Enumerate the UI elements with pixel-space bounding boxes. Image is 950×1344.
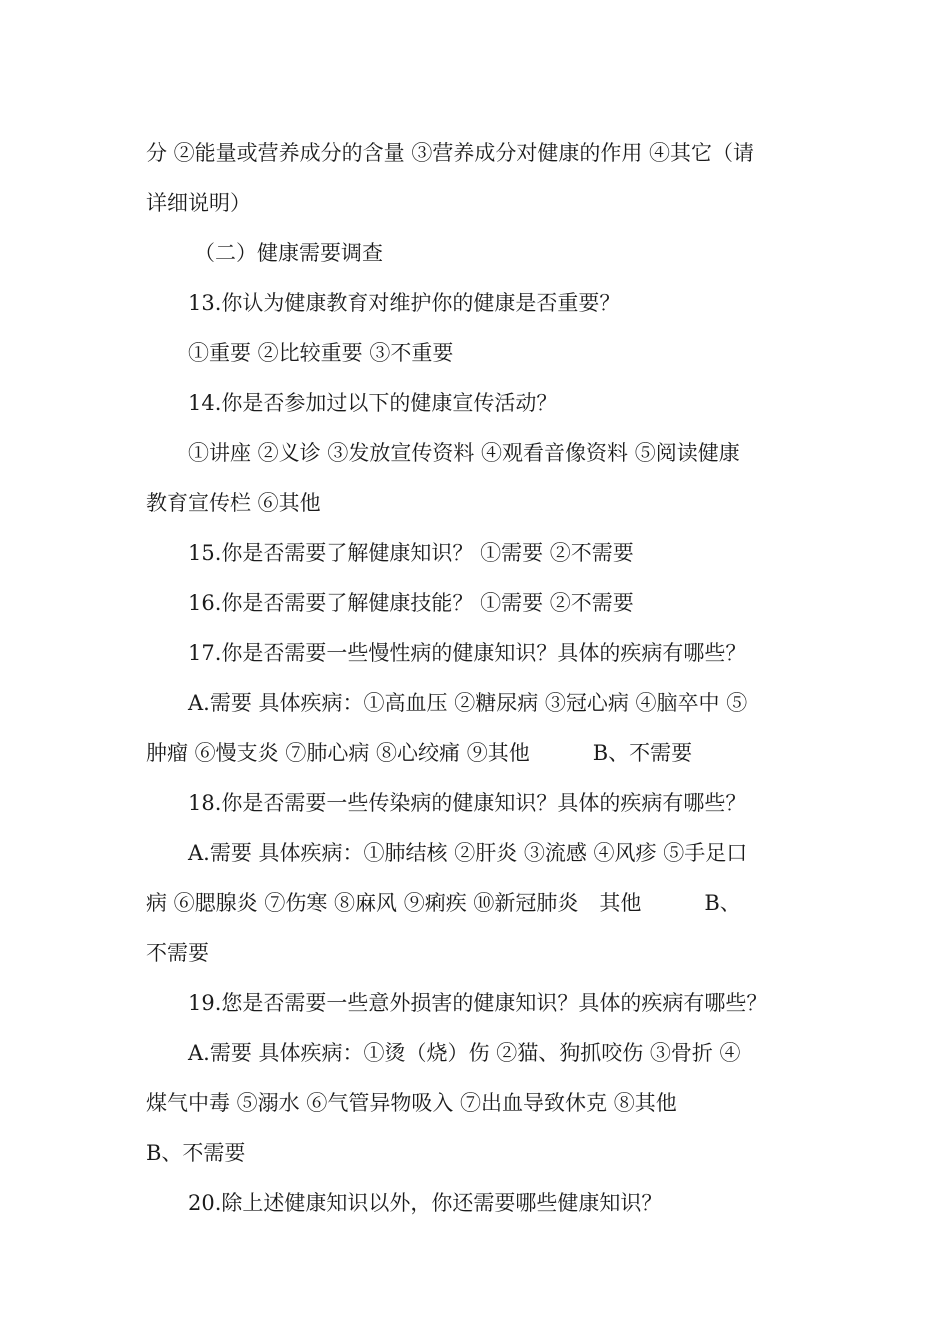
question-18-options-cont: 不需要 xyxy=(146,941,209,965)
document-page xyxy=(146,128,808,1228)
question-13: 13.你认为健康教育对维护你的健康是否重要？ xyxy=(188,291,621,315)
question-15: 15.你是否需要了解健康知识？ ①需要 ②不需要 xyxy=(188,541,634,565)
question-14-options: ①讲座 ②义诊 ③发放宣传资料 ④观看音像资料 ⑤阅读健康 xyxy=(188,441,740,465)
question-19-options-cont: 煤气中毒 ⑤溺水 ⑥气管异物吸入 ⑦出血导致休克 ⑧其他 xyxy=(146,1091,677,1115)
question-18-options-cont: 病 ⑥腮腺炎 ⑦伤寒 ⑧麻风 ⑨痢疾 ⑩新冠肺炎 其他 B、 xyxy=(146,891,741,915)
section-heading: （二）健康需要调查 xyxy=(194,241,383,265)
question-18: 18.你是否需要一些传染病的健康知识？具体的疾病有哪些？ xyxy=(188,791,747,815)
question-14-options-cont: 教育宣传栏 ⑥其他 xyxy=(146,491,321,515)
question-19-options-cont: B、不需要 xyxy=(146,1141,246,1165)
question-17-options: A.需要 具体疾病：①高血压 ②糖尿病 ③冠心病 ④脑卒中 ⑤ xyxy=(188,691,748,715)
text-line: 分 ②能量或营养成分的含量 ③营养成分对健康的作用 ④其它（请 xyxy=(146,141,755,165)
question-20: 20.除上述健康知识以外，你还需要哪些健康知识？ xyxy=(188,1191,663,1215)
question-17: 17.你是否需要一些慢性病的健康知识？具体的疾病有哪些？ xyxy=(188,641,747,665)
question-18-options: A.需要 具体疾病：①肺结核 ②肝炎 ③流感 ④风疹 ⑤手足口 xyxy=(188,841,748,865)
question-19: 19.您是否需要一些意外损害的健康知识？具体的疾病有哪些？ xyxy=(188,991,768,1015)
text-line: 详细说明） xyxy=(146,191,251,215)
question-13-options: ①重要 ②比较重要 ③不重要 xyxy=(188,341,454,365)
question-14: 14.你是否参加过以下的健康宣传活动？ xyxy=(188,391,558,415)
question-17-options-cont: 肿瘤 ⑥慢支炎 ⑦肺心病 ⑧心绞痛 ⑨其他 B、不需要 xyxy=(146,741,693,765)
question-19-options: A.需要 具体疾病：①烫（烧）伤 ②猫、狗抓咬伤 ③骨折 ④ xyxy=(188,1041,741,1065)
question-16: 16.你是否需要了解健康技能？ ①需要 ②不需要 xyxy=(188,591,634,615)
